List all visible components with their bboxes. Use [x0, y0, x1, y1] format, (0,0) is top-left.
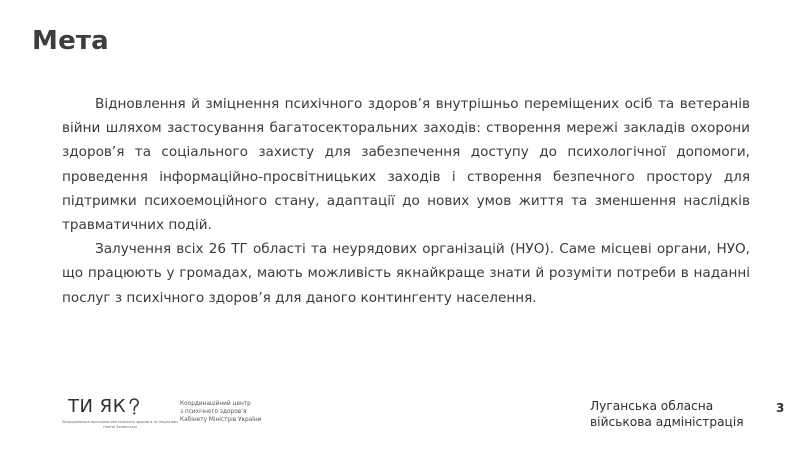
administration-line: Луганська обласна: [590, 399, 714, 413]
administration-line: військова адміністрація: [590, 415, 744, 429]
paragraph-goal: Відновлення й зміцнення психічного здоров’я внутрішньо переміщених осіб та ветеранів війни шляхом застосування багатосекторальних заходів: створення мережі закладів охорони здоров’я та соціального захисту для забезпечення доступу до психологічної допомоги, проведення інформаційно-просвітницьких заходів і створення безпечного простору для підтримки психоемоційного стану, адаптації до нових умов життя та зменшення наслідків травматичних подій.: [62, 96, 750, 234]
logo-text: ТИ ЯК: [68, 396, 126, 417]
logo-tagline: Всеукраїнська програма ментального здоров’я за ініціативи Олени Зеленської: [62, 420, 178, 429]
coordination-center-line: Кабінету Міністрів України: [180, 417, 262, 424]
coordination-center-label: [180, 400, 310, 425]
administration-label: [590, 398, 744, 430]
question-mark-head-icon: [128, 398, 140, 416]
slide-title: Мета: [32, 26, 109, 56]
ty-yak-logo: [60, 396, 178, 430]
coordination-center-line: Координаційний центр: [180, 401, 251, 407]
coordination-center-line: з психічного здоров’я: [180, 409, 247, 416]
slide-body: [62, 92, 750, 310]
page-number: 3: [776, 401, 785, 415]
paragraph-involvement: Залучення всіх 26 ТГ області та неурядових організацій (НУО). Саме місцеві органи, НУО, що працюють у громадах, мають можливість якнайкраще знати й розуміти потреби в наданні послуг з психічного здоров’я для даного контингенту населення.: [62, 241, 750, 306]
